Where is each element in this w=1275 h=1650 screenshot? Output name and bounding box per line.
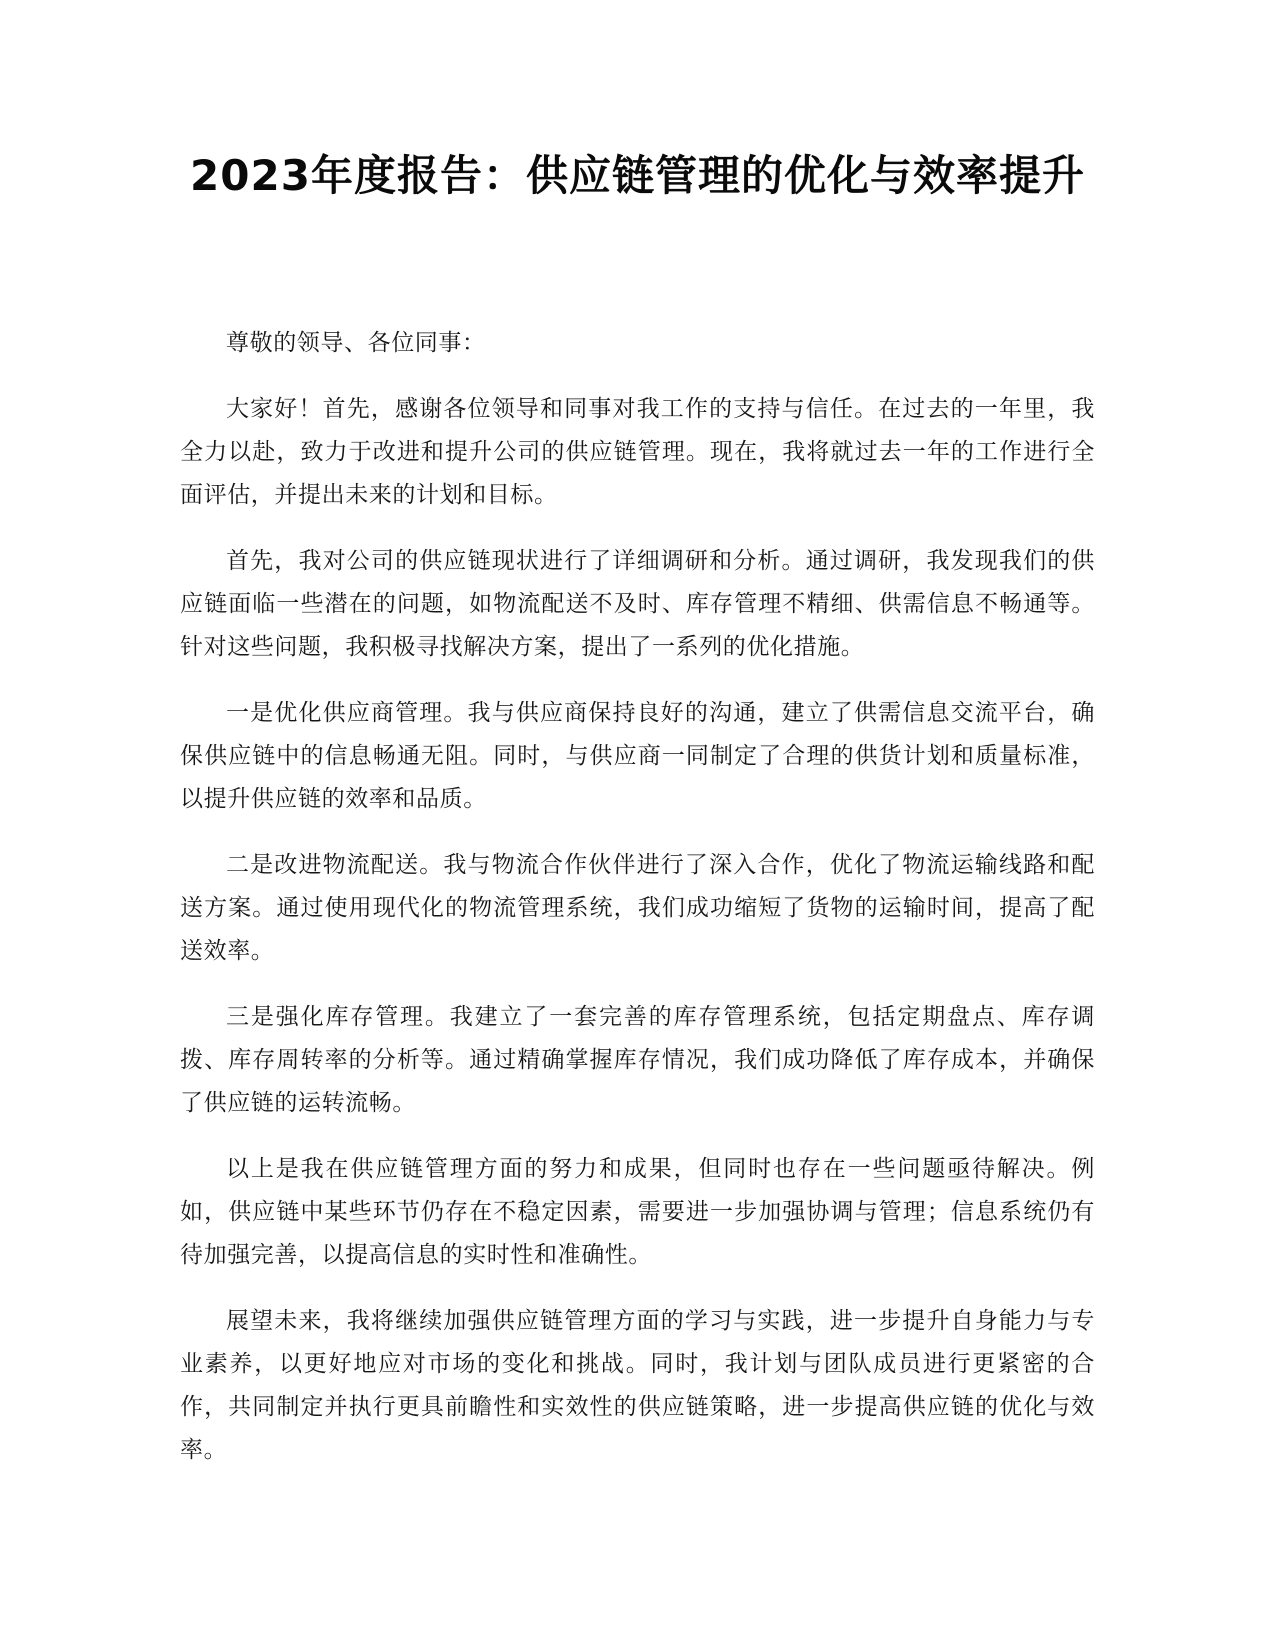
document-title: 2023年度报告：供应链管理的优化与效率提升 xyxy=(190,151,1085,200)
intro-paragraph: 大家好！首先，感谢各位领导和同事对我工作的支持与信任。在过去的一年里，我全力以赴，致力于改进和提升公司的供应链管理。现在，我将就过去一年的工作进行全面评估，并提出未来的计划和目标。 xyxy=(180,396,1095,508)
issues-paragraph: 以上是我在供应链管理方面的努力和成果，但同时也存在一些问题亟待解决。例如，供应链中某些环节仍存在不稳定因素，需要进一步加强协调与管理；信息系统仍有待加强完善，以提高信息的实时性和准确性。 xyxy=(180,1156,1095,1268)
inventory-paragraph: 三是强化库存管理。我建立了一套完善的库存管理系统，包括定期盘点、库存调拨、库存周转率的分析等。通过精确掌握库存情况，我们成功降低了库存成本，并确保了供应链的运转流畅。 xyxy=(180,1004,1095,1116)
outlook-paragraph: 展望未来，我将继续加强供应链管理方面的学习与实践，进一步提升自身能力与专业素养，以更好地应对市场的变化和挑战。同时，我计划与团队成员进行更紧密的合作，共同制定并执行更具前瞻性和实效性的供应链策略，进一步提高供应链的优化与效率。 xyxy=(180,1308,1095,1463)
analysis-paragraph: 首先，我对公司的供应链现状进行了详细调研和分析。通过调研，我发现我们的供应链面临一些潜在的问题，如物流配送不及时、库存管理不精细、供需信息不畅通等。针对这些问题，我积极寻找解决方案，提出了一系列的优化措施。 xyxy=(180,548,1095,660)
supplier-paragraph: 一是优化供应商管理。我与供应商保持良好的沟通，建立了供需信息交流平台，确保供应链中的信息畅通无阻。同时，与供应商一同制定了合理的供货计划和质量标准，以提升供应链的效率和品质。 xyxy=(180,700,1095,812)
document-body xyxy=(180,322,1095,1495)
logistics-paragraph: 二是改进物流配送。我与物流合作伙伴进行了深入合作，优化了物流运输线路和配送方案。通过使用现代化的物流管理系统，我们成功缩短了货物的运输时间，提高了配送效率。 xyxy=(180,852,1095,964)
salutation-paragraph: 尊敬的领导、各位同事： xyxy=(226,330,486,356)
